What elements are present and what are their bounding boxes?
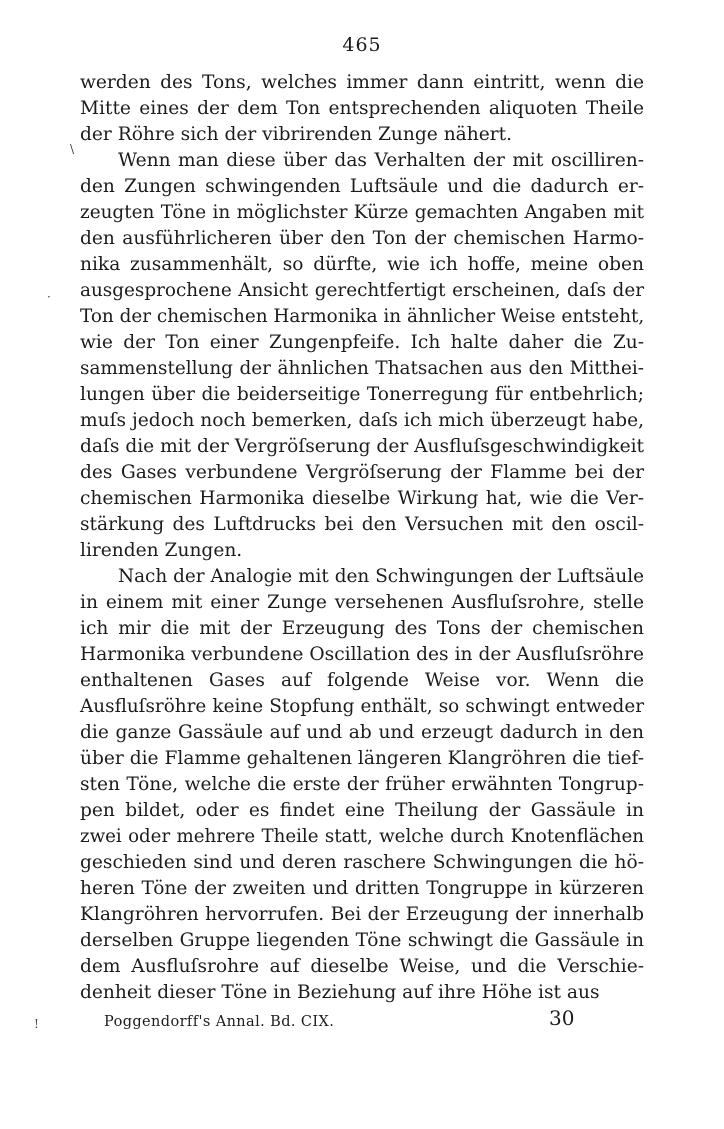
text-line: Klangröhren hervorrufen. Bei der Erzeugung der innerhalb bbox=[80, 904, 644, 925]
text-line: zwei oder mehrere Theile statt, welche durch Knotenflächen bbox=[80, 826, 644, 847]
margin-mark: · bbox=[47, 290, 51, 304]
text-line: sten Töne, welche die erste der früher erwähnten Tongrup- bbox=[80, 774, 644, 795]
text-line: daſs die mit der Vergröſserung der Ausfluſsgeschwindigkeit bbox=[80, 436, 644, 457]
text-line: lirenden Zungen. bbox=[80, 540, 243, 561]
footer-citation: Poggendorff's Annal. Bd. CIX. bbox=[104, 1014, 335, 1030]
text-line: geschieden sind und deren raschere Schwingungen die hö- bbox=[80, 852, 644, 873]
text-line: lungen über die beiderseitige Tonerregung für entbehrlich; bbox=[80, 384, 644, 405]
text-line: wie der Ton einer Zungenpfeife. Ich halte daher die Zu- bbox=[80, 332, 644, 353]
text-line: sammenstellung der ähnlichen Thatsachen aus den Mitthei- bbox=[80, 358, 644, 379]
paragraph bbox=[80, 564, 644, 1006]
text-line: Nach der Analogie mit den Schwingungen der Luftsäule bbox=[118, 566, 644, 587]
text-line: die ganze Gassäule auf und ab und erzeugt dadurch in den bbox=[80, 722, 644, 743]
text-line: zeugten Töne in möglichster Kürze gemachten Angaben mit bbox=[80, 202, 644, 223]
text-line: nika zusammenhält, so dürfte, wie ich hoffe, meine oben bbox=[80, 254, 644, 275]
text-line: den ausführlicheren über den Ton der chemischen Harmo- bbox=[80, 228, 644, 249]
text-line: denheit dieser Töne in Beziehung auf ihre Höhe ist aus bbox=[80, 982, 600, 1003]
text-line: Ausfluſsröhre keine Stopfung enthält, so schwingt entweder bbox=[80, 696, 644, 717]
text-line: muſs jedoch noch bemerken, daſs ich mich überzeugt habe, bbox=[80, 410, 644, 431]
text-line: heren Töne der zweiten und dritten Tongruppe in kürzeren bbox=[80, 878, 644, 899]
text-line: des Gases verbundene Vergröſserung der Flamme bei der bbox=[80, 462, 644, 483]
text-line: in einem mit einer Zunge versehenen Ausfluſsrohre, stelle bbox=[80, 592, 644, 613]
margin-mark: ! bbox=[34, 1017, 39, 1031]
margin-mark: \ bbox=[70, 142, 75, 156]
text-line: ich mir die mit der Erzeugung des Tons der chemischen bbox=[80, 618, 644, 639]
text-line: stärkung des Luftdrucks bei den Versuchen mit den oscil- bbox=[80, 514, 644, 535]
text-line: über die Flamme gehaltenen längeren Klangröhren die tief- bbox=[80, 748, 644, 769]
text-line: enthaltenen Gases auf folgende Weise vor. Wenn die bbox=[80, 670, 644, 691]
signature-mark: 30 bbox=[549, 1006, 575, 1030]
text-line: pen bildet, oder es findet eine Theilung der Gassäule in bbox=[80, 800, 644, 821]
text-line: Harmonika verbundene Oscillation des in der Ausfluſsröhre bbox=[80, 644, 644, 665]
text-line: derselben Gruppe liegenden Töne schwingt die Gassäule in bbox=[80, 930, 644, 951]
text-line: Mitte eines der dem Ton entsprechenden aliquoten Theile bbox=[80, 98, 644, 119]
text-line: werden des Tons, welches immer dann eintritt, wenn die bbox=[80, 72, 644, 93]
text-line: Ton der chemischen Harmonika in ähnlicher Weise entsteht, bbox=[80, 306, 645, 327]
text-line: der Röhre sich der vibrirenden Zunge nähert. bbox=[80, 124, 513, 145]
text-line: ausgesprochene Ansicht gerechtfertigt erscheinen, daſs der bbox=[80, 280, 644, 301]
page-number: 465 bbox=[342, 34, 382, 56]
text-line: den Zungen schwingenden Luftsäule und die dadurch er- bbox=[80, 176, 644, 197]
text-line: dem Ausfluſsrohre auf dieselbe Weise, und die Verschie- bbox=[80, 956, 644, 977]
text-line: chemischen Harmonika dieselbe Wirkung hat, wie die Ver- bbox=[80, 488, 644, 509]
text-line: Wenn man diese über das Verhalten der mit oscilliren- bbox=[118, 150, 644, 171]
paragraph bbox=[80, 148, 644, 564]
paragraph bbox=[80, 70, 644, 148]
body-text bbox=[80, 70, 644, 1006]
